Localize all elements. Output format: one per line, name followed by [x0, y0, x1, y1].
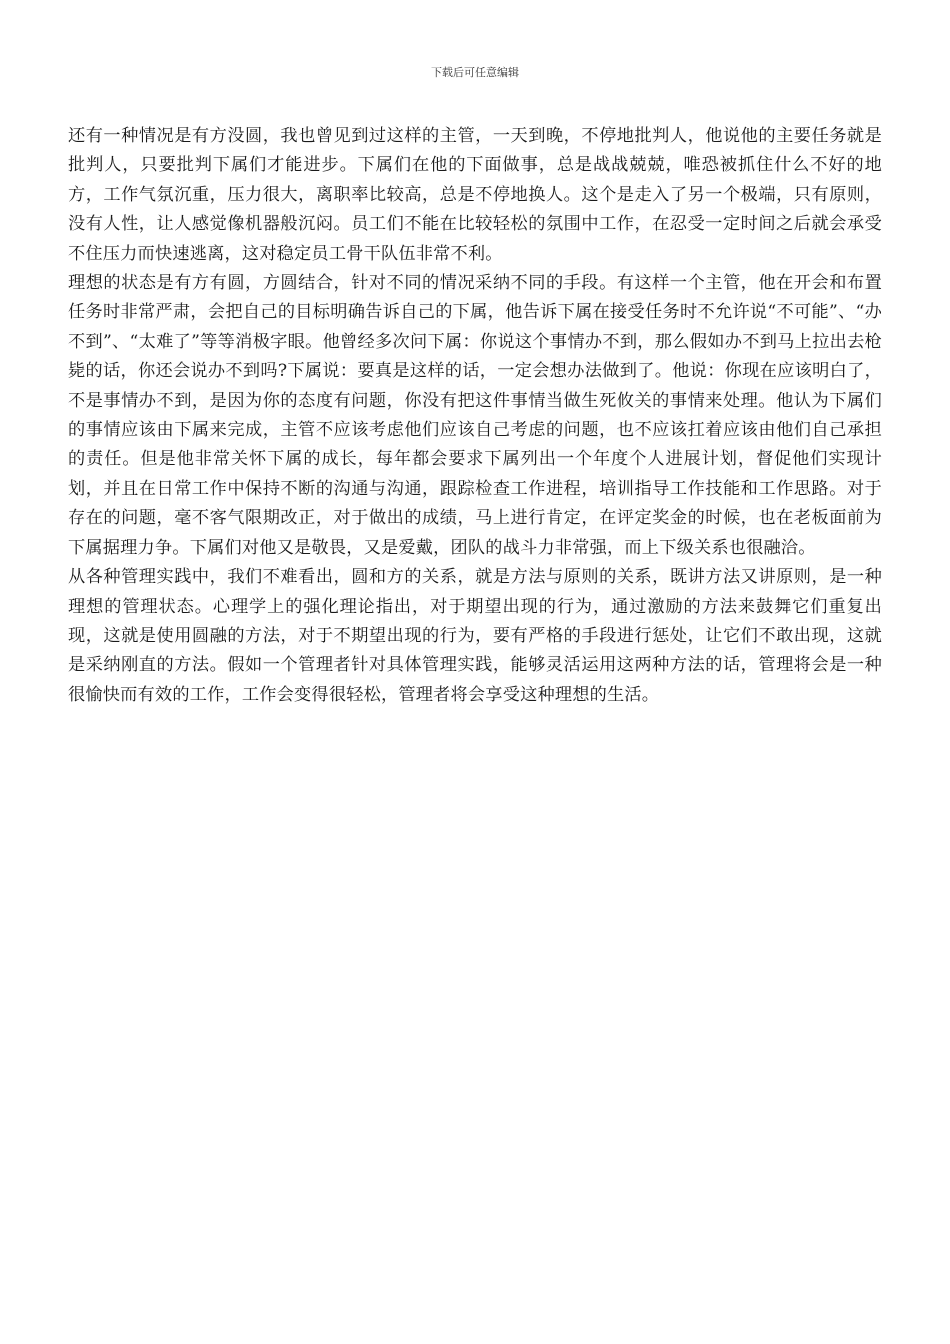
document-body — [68, 122, 882, 710]
paragraph-3: 从各种管理实践中，我们不难看出，圆和方的关系，就是方法与原则的关系，既讲方法又讲原则，是一种理想的管理状态。心理学上的强化理论指出，对于期望出现的行为，通过激励的方法来鼓舞它们重复出现，这就是使用圆融的方法，对于不期望出现的行为，要有严格的手段进行惩处，让它们不敢出现，这就是采纳刚直的方法。假如一个管理者针对具体管理实践，能够灵活运用这两种方法的话，管理将会是一种很愉快而有效的工作，工作会变得很轻松，管理者将会享受这种理想的生活。 — [68, 567, 882, 705]
paragraph-2: 理想的状态是有方有圆，方圆结合，针对不同的情况采纳不同的手段。有这样一个主管，他在开会和布置任务时非常严肃，会把自己的目标明确告诉自己的下属，他告诉下属在接受任务时不允许说“不可能”、“办不到”、“太难了”等等消极字眼。他曾经多次问下属：你说这个事情办不到，那么假如办不到马上拉出去枪毙的话，你还会说办不到吗?下属说：要真是这样的话，一定会想办法做到了。他说：你现在应该明白了，不是事情办不到，是因为你的态度有问题，你没有把这件事情当做生死攸关的事情来处理。他认为下属们的事情应该由下属来完成，主管不应该考虑他们应该自己考虑的问题，也不应该扛着应该由他们自己承担的责任。但是他非常关怀下属的成长，每年都会要求下属列出一个年度个人进展计划，督促他们实现计划，并且在日常工作中保持不断的沟通与沟通，跟踪检查工作进程，培训指导工作技能和工作思路。对于存在的问题，毫不客气限期改正，对于做出的成绩，马上进行肯定，在评定奖金的时候，也在老板面前为下属据理力争。下属们对他又是敬畏，又是爱戴，团队的战斗力非常强，而上下级关系也很融洽。 — [68, 273, 882, 558]
paragraph-1: 还有一种情况是有方没圆，我也曾见到过这样的主管，一天到晚，不停地批判人，他说他的主要任务就是批判人，只要批判下属们才能进步。下属们在他的下面做事，总是战战兢兢，唯恐被抓住什么不好的地方，工作气氛沉重，压力很大，离职率比较高，总是不停地换人。这个是走入了另一个极端，只有原则，没有人性，让人感觉像机器般沉闷。员工们不能在比较轻松的氛围中工作，在忍受一定时间之后就会承受不住压力而快速逃离，这对稳定员工骨干队伍非常不利。 — [68, 126, 882, 264]
page-header: 下载后可任意编辑 — [431, 66, 519, 79]
